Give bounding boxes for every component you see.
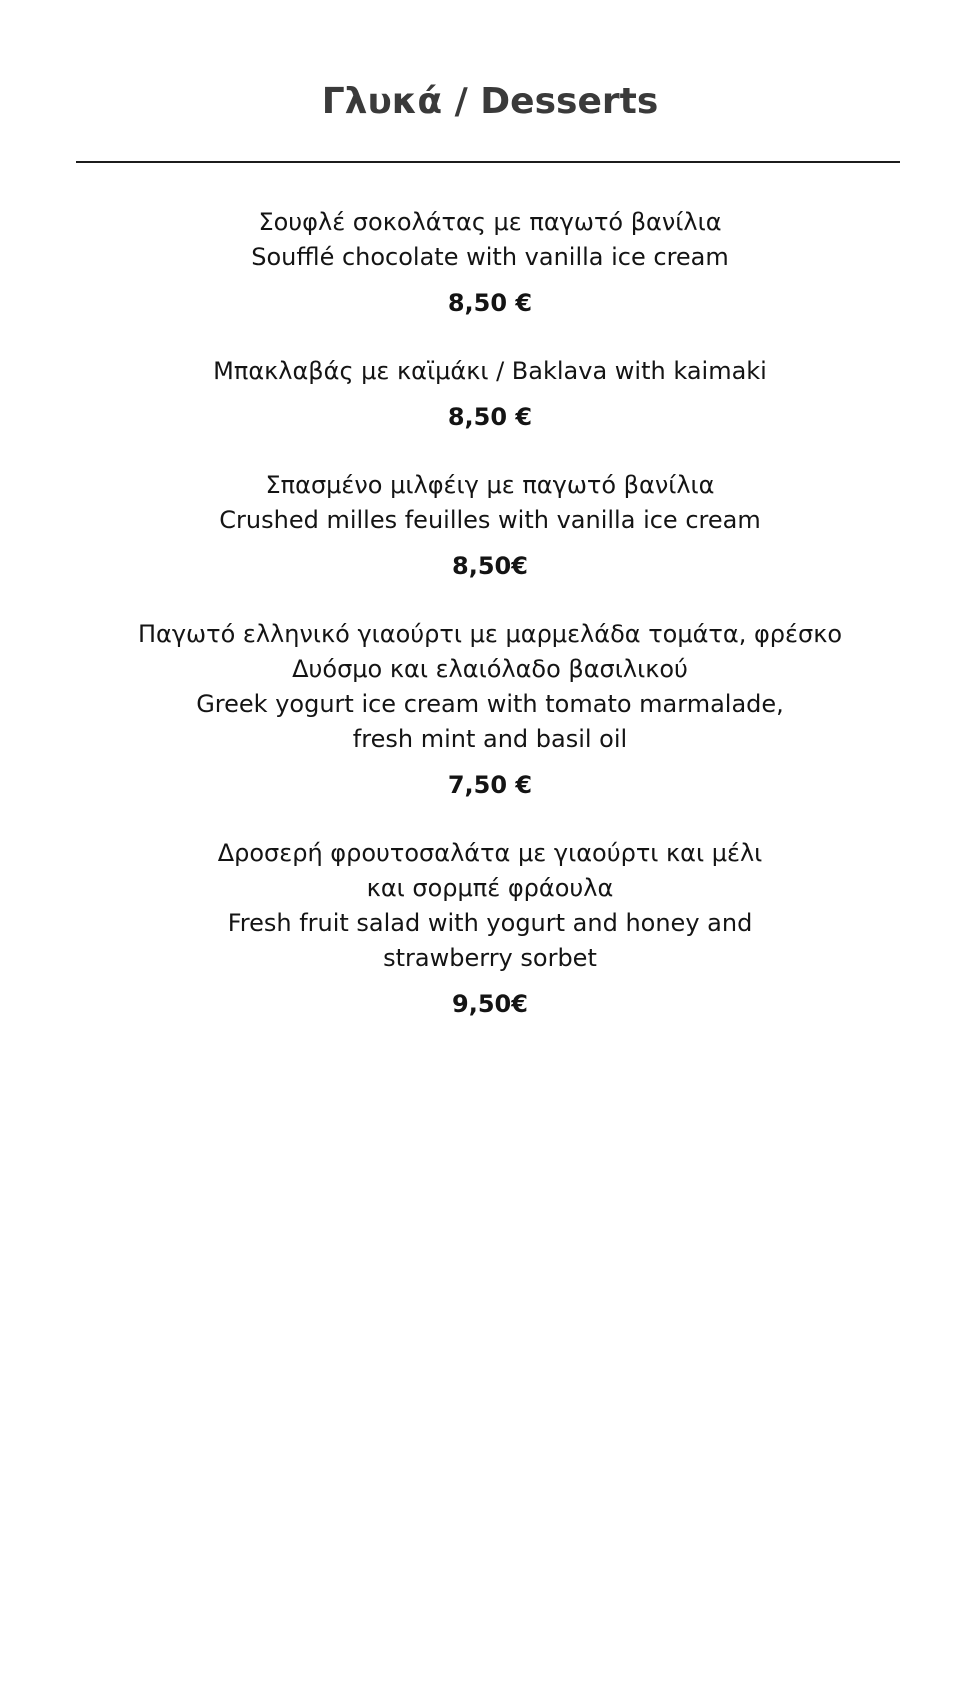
item-description-english-line-1: Fresh fruit salad with yogurt and honey and	[227, 909, 753, 937]
item-price: 8,50 €	[447, 289, 533, 317]
item-description-english-line-2: strawberry sorbet	[383, 944, 597, 972]
page-title: Γλυκά / Desserts	[321, 81, 659, 122]
menu-item-fruit-salad	[0, 836, 980, 1019]
item-price: 9,50€	[452, 990, 528, 1018]
item-price: 7,50 €	[447, 771, 533, 799]
item-description: Μπακλαβάς με καϊμάκι / Baklava with kaimaki	[213, 357, 767, 385]
title-divider	[76, 161, 900, 163]
item-price: 8,50€	[452, 552, 528, 580]
item-description-greek-line-2: Δυόσμο και ελαιόλαδο βασιλικού	[292, 655, 688, 683]
item-description-greek: Σπασμένο μιλφέιγ με παγωτό βανίλια	[265, 471, 715, 499]
item-description-greek-line-2: και σορμπέ φράουλα	[366, 874, 614, 902]
menu-item-chocolate-souffle	[0, 205, 980, 318]
item-description-english-line-2: fresh mint and basil oil	[352, 725, 628, 753]
item-price: 8,50 €	[447, 403, 533, 431]
item-description-english: Crushed milles feuilles with vanilla ice cream	[219, 506, 761, 534]
menu-item-millefeuille	[0, 468, 980, 581]
item-description-english-line-1: Greek yogurt ice cream with tomato marmalade,	[196, 690, 784, 718]
item-description-greek: Σουφλέ σοκολάτας με παγωτό βανίλια	[258, 208, 722, 236]
dessert-menu-list	[0, 205, 980, 1055]
item-description-greek-line-1: Παγωτό ελληνικό γιαούρτι με μαρμελάδα τομάτα, φρέσκο	[137, 620, 843, 648]
menu-item-baklava	[0, 354, 980, 432]
menu-item-greek-yogurt-ice-cream	[0, 617, 980, 800]
item-description-greek-line-1: Δροσερή φρουτοσαλάτα με γιαούρτι και μέλι	[217, 839, 763, 867]
item-description-english: Soufflé chocolate with vanilla ice cream	[251, 243, 729, 271]
